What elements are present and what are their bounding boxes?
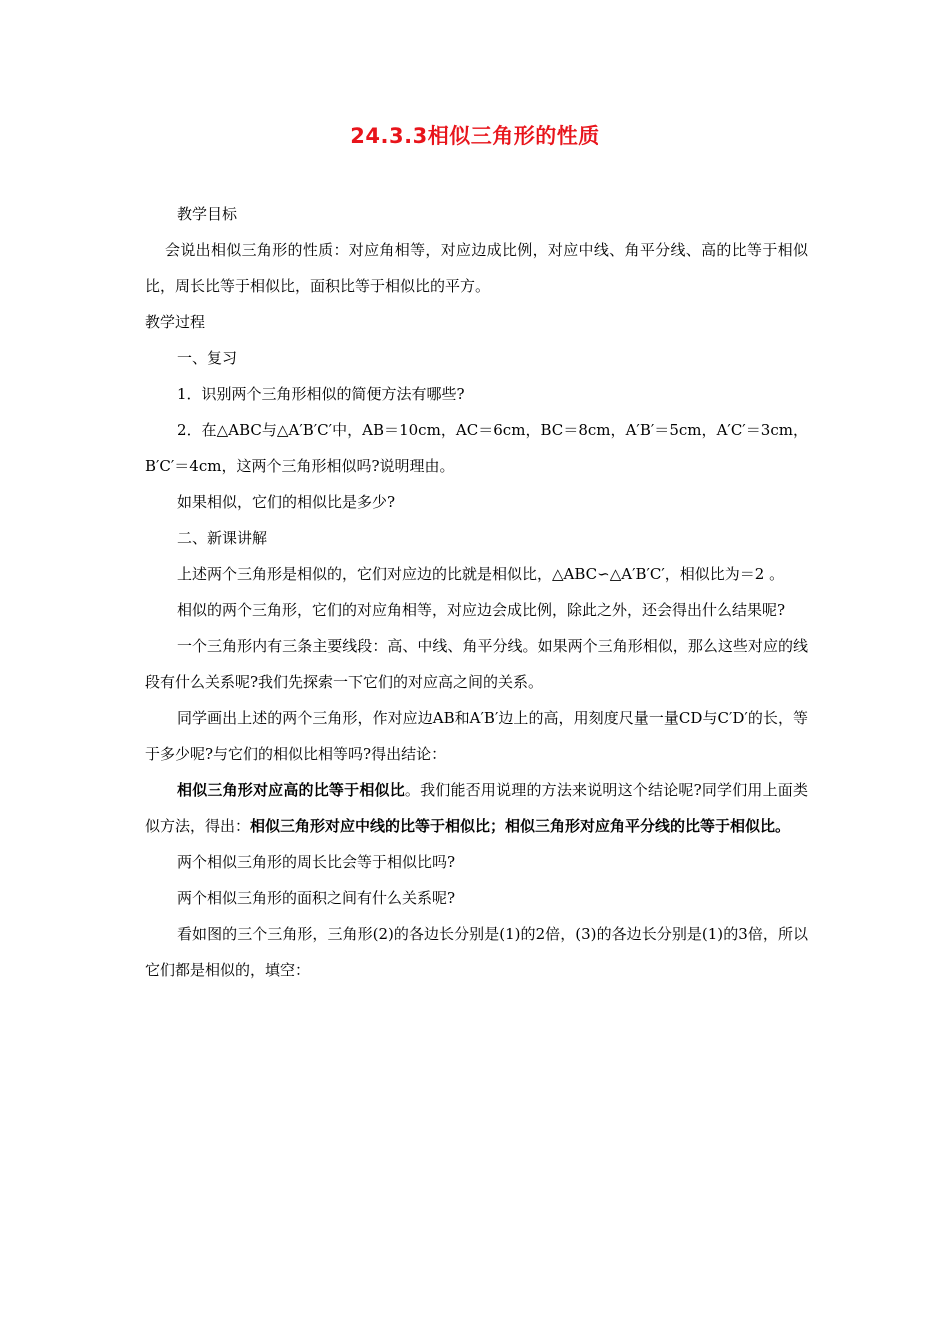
review-question-3: 如果相似，它们的相似比是多少?: [177, 493, 396, 511]
document-body: [145, 196, 808, 988]
review-heading: 一、复习: [177, 349, 238, 367]
new-lesson-paragraph-8: 看如图的三个三角形，三角形(2)的各边长分别是(1)的2倍，(3)的各边长分别是(1)的3倍，所以它们都是相似的，填空：: [145, 925, 808, 979]
goal-heading: 教学目标: [177, 205, 238, 223]
page-title: 24.3.3相似三角形的性质: [350, 124, 600, 148]
conclusion-transition: 。我们能否用说理的方法来说明这个结论呢?同学们用上面类似方法，得出：: [145, 781, 808, 835]
new-lesson-paragraph-7: 两个相似三角形的面积之间有什么关系呢?: [177, 889, 456, 907]
conclusion-median-bisector: 相似三角形对应中线的比等于相似比；相似三角形对应角平分线的比等于相似比。: [250, 817, 791, 835]
conclusion-height: 相似三角形对应高的比等于相似比: [177, 781, 405, 799]
new-lesson-heading: 二、新课讲解: [177, 529, 268, 547]
review-question-1: 1．识别两个三角形相似的简便方法有哪些?: [177, 385, 465, 403]
new-lesson-paragraph-5: [145, 772, 808, 844]
review-question-2: 2．在△ABC与△A′B′C′中，AB＝10cm，AC＝6cm，BC＝8cm，A′B′＝5cm，A′C′＝3cm，B′C′＝4cm，这两个三角形相似吗?说明理由。: [145, 421, 808, 475]
new-lesson-paragraph-3: 一个三角形内有三条主要线段：高、中线、角平分线。如果两个三角形相似，那么这些对应的线段有什么关系呢?我们先探索一下它们的对应高之间的关系。: [145, 637, 808, 691]
process-heading: 教学过程: [145, 313, 206, 331]
goal-text: 会说出相似三角形的性质：对应角相等，对应边成比例，对应中线、角平分线、高的比等于相似比，周长比等于相似比，面积比等于相似比的平方。: [145, 241, 808, 295]
new-lesson-paragraph-6: 两个相似三角形的周长比会等于相似比吗?: [177, 853, 456, 871]
new-lesson-paragraph-2: 相似的两个三角形，它们的对应角相等，对应边会成比例，除此之外，还会得出什么结果呢?: [177, 601, 786, 619]
new-lesson-paragraph-4: 同学画出上述的两个三角形，作对应边AB和A′B′边上的高，用刻度尺量一量CD与C′D′的长，等于多少呢?与它们的相似比相等吗?得出结论：: [145, 709, 808, 763]
new-lesson-paragraph-1: 上述两个三角形是相似的，它们对应边的比就是相似比，△ABC∽△A′B′C′，相似比为＝2 。: [177, 565, 785, 583]
